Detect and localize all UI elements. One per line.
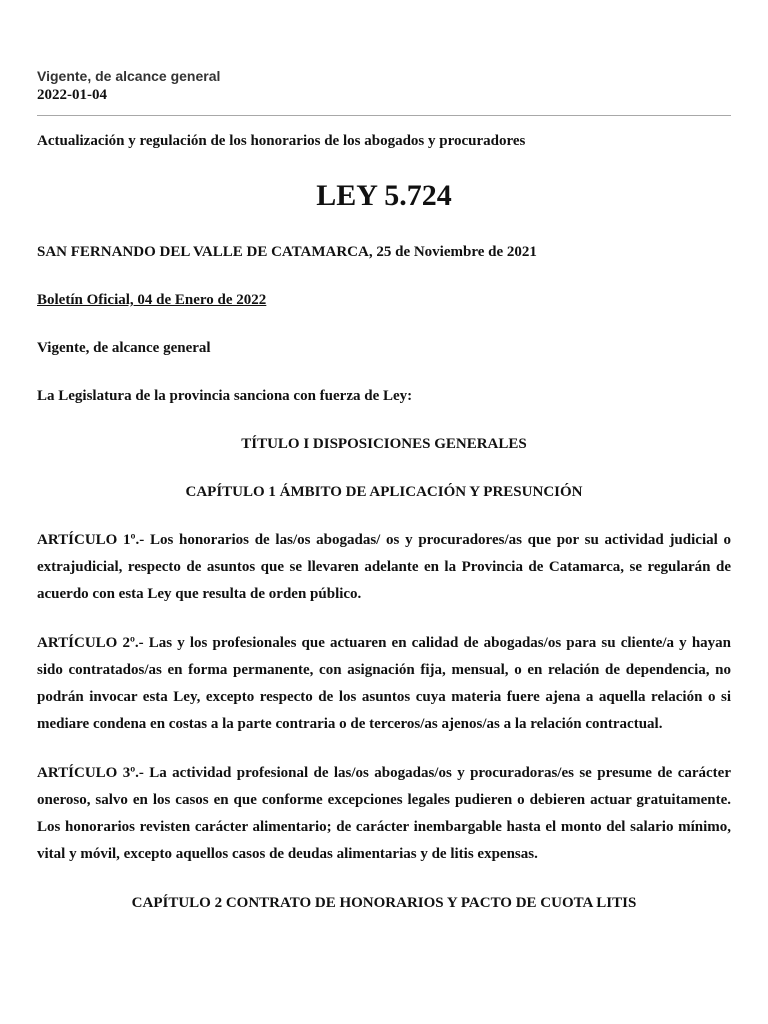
- enactment-formula: La Legislatura de la provincia sanciona con fuerza de Ley:: [37, 388, 413, 404]
- place-date: SAN FERNANDO DEL VALLE DE CATAMARCA, 25 de Noviembre de 2021: [37, 244, 537, 260]
- chapter-2-heading: CAPÍTULO 2 CONTRATO DE HONORARIOS Y PACTO DE CUOTA LITIS: [131, 895, 637, 911]
- header-date: 2022-01-04: [37, 87, 107, 103]
- chapter-1-heading: CAPÍTULO 1 ÁMBITO DE APLICACIÓN Y PRESUNCIÓN: [185, 484, 583, 500]
- law-title: LEY 5.724: [316, 179, 452, 212]
- document-body: [37, 128, 731, 916]
- validity-status: Vigente, de alcance general: [37, 340, 211, 356]
- header-status: Vigente, de alcance general: [37, 68, 221, 84]
- title-heading: TÍTULO I DISPOSICIONES GENERALES: [241, 436, 527, 452]
- header-divider: [37, 115, 731, 116]
- law-subject: Actualización y regulación de los honorarios de los abogados y procuradores: [37, 133, 526, 149]
- article-2: ARTÍCULO 2º.- Las y los profesionales que actuaren en calidad de abogadas/os para su cliente/a y hayan sido contratados/as en forma permanente, con asignación fija, mensual, o en relación de dependencia, no podrán invocar esta Ley, excepto respecto de los asuntos cuya materia fuere ajena a aquella relación o si mediare condena en costas a la parte contraria o de terceros/as ajenos/as a la relación contractual.: [37, 635, 731, 732]
- article-1: ARTÍCULO 1º.- Los honorarios de las/os abogadas/ os y procuradores/as que por su actividad judicial o extrajudicial, respecto de asuntos que se llevaren adelante en la Provincia de Catamarca, se regularán de acuerdo con esta Ley que resulta de orden público.: [37, 532, 731, 602]
- bulletin-link[interactable]: Boletín Oficial, 04 de Enero de 2022: [37, 292, 267, 308]
- article-3: ARTÍCULO 3º.- La actividad profesional de las/os abogadas/os y procuradoras/es se presume de carácter oneroso, salvo en los casos en que conforme excepciones legales pudieren o debieren actuar gratuitamente. Los honorarios revisten carácter alimentario; de carácter inembargable hasta el monto del salario mínimo, vital y móvil, excepto aquellos casos de deudas alimentarias y de litis expensas.: [37, 765, 731, 862]
